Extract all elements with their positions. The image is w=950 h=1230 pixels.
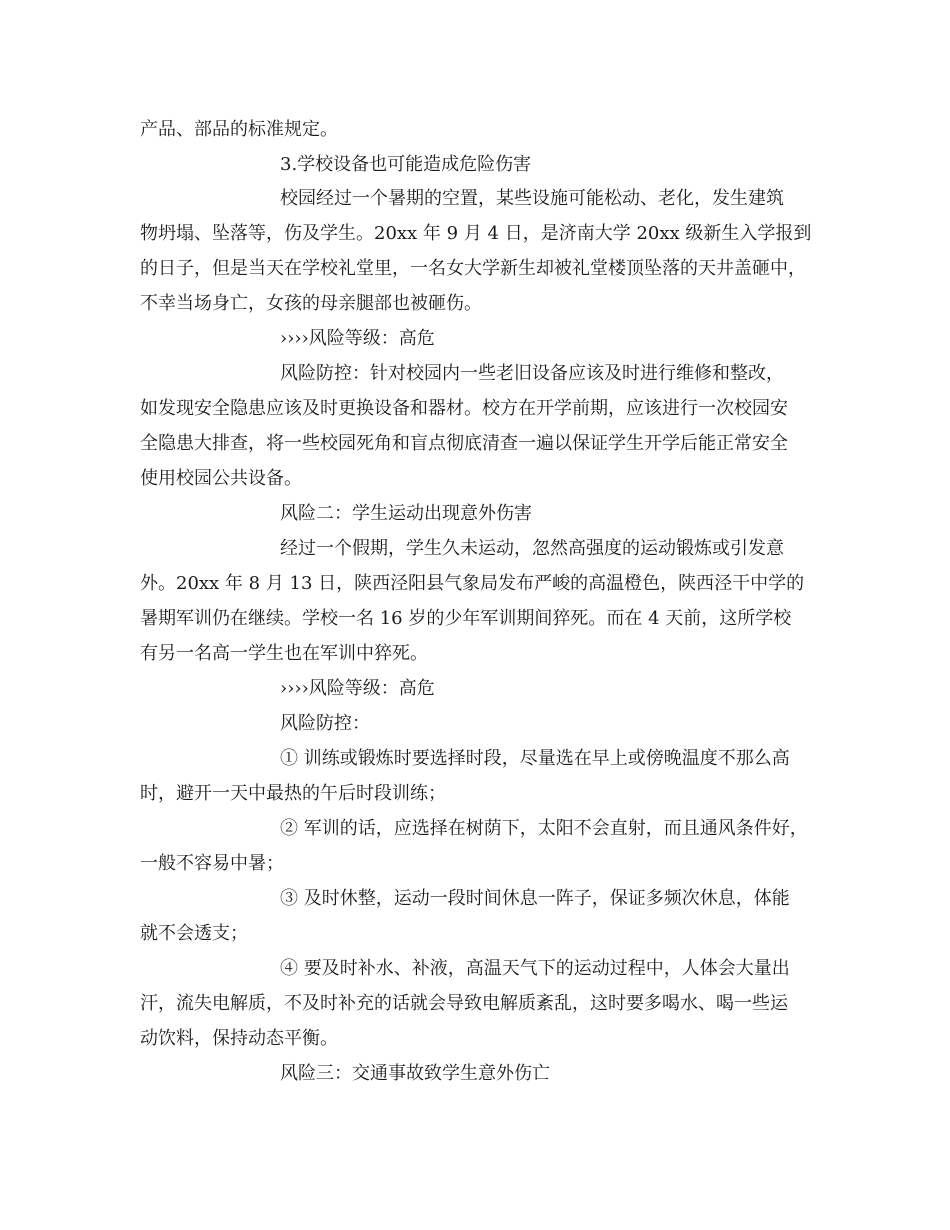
list-item-line: ② 军训的话，应选择在树荫下，太阳不会直射，而且通风条件好，	[280, 818, 808, 839]
paragraph-line: 暑期军训仍在继续。学校一名 16 岁的少年军训期间猝死。而在 4 天前，这所学校	[140, 608, 792, 629]
paragraph-line: 经过一个假期，学生久未运动，忽然高强度的运动锻炼或引发意	[280, 538, 784, 559]
paragraph-line: 全隐患大排查，将一些校园死角和盲点彻底清查一遍以保证学生开学后能正常安全	[140, 433, 788, 454]
section-heading: 风险二：学生运动出现意外伤害	[280, 503, 532, 524]
risk-level-line: ››››风险等级：高危	[280, 678, 435, 699]
paragraph-line: 有另一名高一学生也在军训中猝死。	[140, 643, 428, 664]
paragraph-line: 使用校园公共设备。	[140, 468, 302, 489]
list-item-line: ③ 及时休整，运动一段时间休息一阵子，保证多频次休息，体能	[280, 888, 790, 909]
paragraph-line: 物坍塌、坠落等，伤及学生。20xx 年 9 月 4 日，是济南大学 20xx 级新生入学报到	[140, 223, 812, 244]
list-item-line: 汗，流失电解质，不及时补充的话就会导致电解质紊乱，这时要多喝水、喝一些运	[140, 993, 788, 1014]
list-item-line: 就不会透支；	[140, 923, 248, 944]
paragraph-line: 产品、部品的标准规定。	[140, 119, 338, 140]
paragraph-line: 校园经过一个暑期的空置，某些设施可能松动、老化，发生建筑	[280, 188, 784, 209]
list-item-line: ① 训练或锻炼时要选择时段，尽量选在早上或傍晚温度不那么高	[280, 748, 790, 769]
list-item-line: ④ 要及时补水、补液，高温天气下的运动过程中，人体会大量出	[280, 958, 790, 979]
list-item-line: 时，避开一天中最热的午后时段训练；	[140, 783, 446, 804]
section-heading: 3.学校设备也可能造成危险伤害	[280, 154, 532, 175]
paragraph-line: 风险防控：	[280, 713, 370, 734]
paragraph-line: 风险防控：针对校园内一些老旧设备应该及时进行维修和整改，	[280, 363, 784, 384]
paragraph-line: 如发现安全隐患应该及时更换设备和器材。校方在开学前期，应该进行一次校园安	[140, 398, 788, 419]
section-heading: 风险三：交通事故致学生意外伤亡	[280, 1063, 550, 1084]
paragraph-line: 的日子，但是当天在学校礼堂里，一名女大学新生却被礼堂楼顶坠落的天井盖砸中，	[140, 258, 806, 279]
risk-level-line: ››››风险等级：高危	[280, 328, 435, 349]
paragraph-line: 不幸当场身亡，女孩的母亲腿部也被砸伤。	[140, 293, 482, 314]
list-item-line: 一般不容易中暑；	[140, 853, 284, 874]
paragraph-line: 外。20xx 年 8 月 13 日，陕西泾阳县气象局发布严峻的高温橙色，陕西泾干中学的	[140, 573, 805, 594]
list-item-line: 动饮料，保持动态平衡。	[140, 1028, 338, 1049]
